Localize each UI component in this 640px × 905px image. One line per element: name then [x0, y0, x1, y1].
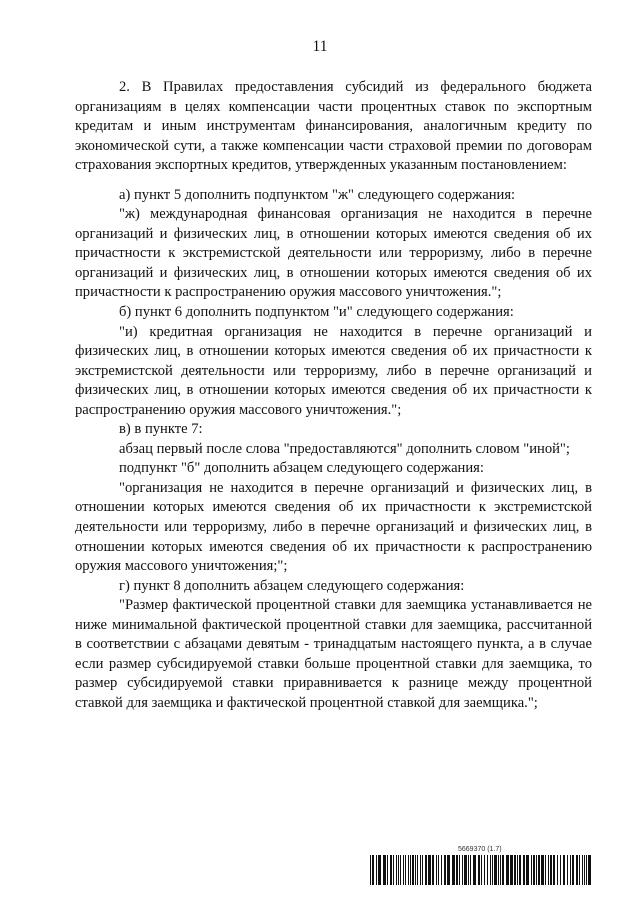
paragraph-quote-i: "и) кредитная организация не находится в перечне организаций и физических лиц, в отношении которых имеются сведения об их причастности к экстремистской деятельности или терроризму, либо в перечне организаций и физических лиц, в отношении которых имеются сведения об их причастности к распространению оружия массового уничтожения."; — [75, 323, 592, 418]
barcode-code: 5669370 (1.7) — [458, 846, 502, 853]
page-number: 11 — [312, 38, 328, 55]
paragraph-quote-rate: "Размер фактической процентной ставки для заемщика устанавливается не ниже минимальной фактической процентной ставки для заемщика, рассчитанной в соответствии с абзацами девятым - тринадцатым настоящего пункта, а в случае если размер субсидируемой ставки больше процентной ставки для заемщика, то размер субсидируемой ставки приравнивается к разнице между процентной ставкой для заемщика и фактической процентной ставкой для заемщика."; — [75, 597, 592, 711]
paragraph-subitem-v: в) в пункте 7: — [119, 421, 203, 438]
paragraph-quote-zh: "ж) международная финансовая организация не находится в перечне организаций и физических лиц, в отношении которых имеются сведения об их причастности к экстремистской деятельности или терроризму, либо в перечне организаций и физических лиц, в отношении которых имеются сведения об их причастности к распространению оружия массового уничтожения."; — [75, 206, 592, 301]
paragraph-quote-organization: "организация не находится в перечне организаций и физических лиц, в отношении которых имеются сведения об их причастности к экстремистской деятельности или терроризму, либо в перечне организаций и физических лиц, в отношении которых имеются сведения об их причастности к распространению оружия массового уничтожения;"; — [75, 479, 592, 575]
paragraph-item-2-intro: 2. В Правилах предоставления субсидий из федерального бюджета организациям в целях компенсации части процентных ставок по экспортным кредитам и иным инструментам финансирования, аналогичным кредиту по экономической сути, а также компенсации части страховой премии по договорам страхования экспортных кредитов, утвержденных указанным постановлением: — [75, 79, 592, 174]
paragraph-subitem-g: г) пункт 8 дополнить абзацем следующего содержания: — [119, 577, 465, 594]
paragraph-first-abzac: абзац первый после слова "предоставляются" дополнить словом "иной"; — [119, 440, 570, 457]
paragraph-podpunkt-b: подпункт "б" дополнить абзацем следующего содержания: — [119, 460, 484, 477]
document-barcode — [370, 846, 592, 886]
barcode-icon — [370, 855, 592, 885]
paragraph-subitem-b: б) пункт 6 дополнить подпунктом "и" следующего содержания: — [119, 304, 514, 321]
paragraph-subitem-a: а) пункт 5 дополнить подпунктом "ж" следующего содержания: — [119, 186, 516, 203]
document-body — [75, 78, 592, 714]
